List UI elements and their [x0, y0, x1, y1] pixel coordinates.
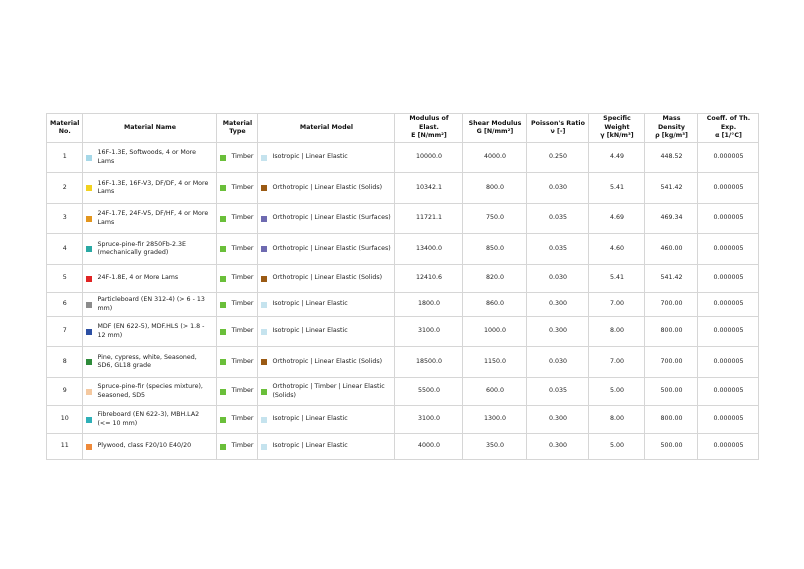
table-row[interactable] [47, 234, 759, 265]
cell-material-no: 10 [47, 406, 83, 434]
cell-specific-weight: 5.41 [589, 265, 645, 293]
cell-modulus: 5500.0 [395, 378, 463, 406]
type-color-swatch [220, 185, 226, 191]
header-shear-modulus [463, 114, 527, 143]
cell-material-type-content [220, 245, 254, 254]
cell-material-model-content [261, 358, 391, 367]
cell-poisson: 0.300 [527, 293, 589, 317]
table-row[interactable] [47, 406, 759, 434]
table-row[interactable] [47, 143, 759, 173]
cell-material-name-content [86, 411, 213, 428]
cell-thermal-expansion: 0.000005 [698, 406, 759, 434]
header-material-no-line1: Material [50, 119, 80, 127]
cell-material-model [258, 406, 395, 434]
type-color-swatch [220, 276, 226, 282]
cell-material-name-text: 16F-1.3E, Softwoods, 4 or More Lams [97, 149, 196, 165]
cell-material-name-content [86, 354, 213, 371]
cell-specific-weight: 4.60 [589, 234, 645, 265]
cell-shear-modulus: 860.0 [463, 293, 527, 317]
cell-specific-weight: 7.00 [589, 347, 645, 378]
cell-shear-modulus: 820.0 [463, 265, 527, 293]
header-weight-line2: γ [kN/m³] [600, 132, 634, 140]
header-material-type [217, 114, 258, 143]
cell-material-no: 8 [47, 347, 83, 378]
cell-thermal-expansion: 0.000005 [698, 265, 759, 293]
cell-material-type-content [220, 358, 254, 367]
cell-material-type-text: Timber [231, 442, 254, 450]
cell-material-name [83, 293, 217, 317]
cell-material-no: 5 [47, 265, 83, 293]
cell-specific-weight: 4.49 [589, 143, 645, 173]
cell-material-model [258, 378, 395, 406]
material-color-swatch [86, 155, 92, 161]
header-material-no [47, 114, 83, 143]
cell-material-type-content [220, 327, 254, 336]
type-color-swatch [220, 389, 226, 395]
table-row[interactable] [47, 434, 759, 460]
header-mass-density [645, 114, 698, 143]
model-color-swatch [261, 329, 267, 335]
type-color-swatch [220, 302, 226, 308]
cell-specific-weight: 4.69 [589, 204, 645, 234]
cell-material-model-content [261, 184, 391, 193]
cell-poisson: 0.035 [527, 234, 589, 265]
header-poisson-line2: ν [-] [550, 128, 566, 135]
cell-material-name [83, 317, 217, 347]
cell-material-name-content [86, 383, 213, 400]
cell-material-no: 2 [47, 173, 83, 204]
cell-material-type-content [220, 442, 254, 451]
cell-material-name-text: Particleboard (EN 312-4) (> 6 - 13 mm) [97, 296, 205, 312]
cell-thermal-expansion: 0.000005 [698, 347, 759, 378]
cell-shear-modulus: 800.0 [463, 173, 527, 204]
cell-mass-density: 460.00 [645, 234, 698, 265]
cell-material-model-text: Isotropic | Linear Elastic [272, 442, 348, 450]
cell-material-type-text: Timber [231, 183, 254, 191]
model-color-swatch [261, 216, 267, 222]
cell-poisson: 0.030 [527, 173, 589, 204]
cell-material-type [217, 265, 258, 293]
cell-specific-weight: 5.00 [589, 434, 645, 460]
cell-material-model-text: Orthotropic | Linear Elastic (Solids) [272, 183, 383, 191]
cell-material-model [258, 347, 395, 378]
material-color-swatch [86, 246, 92, 252]
cell-shear-modulus: 850.0 [463, 234, 527, 265]
cell-specific-weight: 7.00 [589, 293, 645, 317]
cell-mass-density: 700.00 [645, 293, 698, 317]
cell-specific-weight: 5.41 [589, 173, 645, 204]
cell-material-no: 9 [47, 378, 83, 406]
cell-mass-density: 800.00 [645, 317, 698, 347]
type-color-swatch [220, 246, 226, 252]
cell-material-name-text: 16F-1.3E, 16F-V3, DF/DF, 4 or More Lams [97, 179, 209, 195]
cell-material-name [83, 173, 217, 204]
cell-material-name-text: Spruce-pine-fir (species mixture), Seasoned, SD5 [97, 383, 203, 399]
header-modulus-elasticity [395, 114, 463, 143]
cell-mass-density: 500.00 [645, 378, 698, 406]
cell-material-type-text: Timber [231, 300, 254, 308]
material-color-swatch [86, 185, 92, 191]
type-color-swatch [220, 417, 226, 423]
cell-material-type-content [220, 300, 254, 309]
cell-material-model-text: Orthotropic | Timber | Linear Elastic (Solids) [272, 383, 385, 399]
cell-thermal-expansion: 0.000005 [698, 234, 759, 265]
cell-modulus: 1800.0 [395, 293, 463, 317]
cell-material-name-text: Fibreboard (EN 622-3), MBH.LA2 (<= 10 mm) [97, 411, 200, 427]
cell-material-name-text: 24F-1.8E, 4 or More Lams [97, 274, 179, 282]
cell-material-type [217, 347, 258, 378]
cell-material-type [217, 378, 258, 406]
cell-material-name-content [86, 323, 213, 340]
header-thermal-line2: α [1/°C] [715, 132, 742, 140]
cell-material-type [217, 204, 258, 234]
header-material-name: Material Name [83, 114, 217, 143]
cell-material-name-content [86, 210, 213, 227]
cell-material-type-text: Timber [231, 387, 254, 395]
cell-material-no: 1 [47, 143, 83, 173]
cell-mass-density: 700.00 [645, 347, 698, 378]
cell-shear-modulus: 1300.0 [463, 406, 527, 434]
cell-modulus: 18500.0 [395, 347, 463, 378]
cell-material-name-text: MDF (EN 622-5), MDF.HLS (> 1.8 - 12 mm) [97, 323, 205, 339]
materials-table [46, 113, 759, 460]
cell-material-type-content [220, 153, 254, 162]
header-thermal-line1: Coeff. of Th. Exp. [706, 115, 751, 131]
cell-thermal-expansion: 0.000005 [698, 317, 759, 347]
cell-shear-modulus: 1000.0 [463, 317, 527, 347]
cell-poisson: 0.035 [527, 204, 589, 234]
cell-material-type-text: Timber [231, 327, 254, 335]
cell-shear-modulus: 750.0 [463, 204, 527, 234]
header-specific-weight [589, 114, 645, 143]
cell-poisson: 0.035 [527, 378, 589, 406]
cell-thermal-expansion: 0.000005 [698, 204, 759, 234]
cell-poisson: 0.300 [527, 406, 589, 434]
cell-material-model-text: Isotropic | Linear Elastic [272, 300, 348, 308]
cell-material-model [258, 434, 395, 460]
cell-material-name-text: Plywood, class F20/10 E40/20 [97, 442, 192, 450]
model-color-swatch [261, 359, 267, 365]
model-color-swatch [261, 389, 267, 395]
cell-material-name-content [86, 149, 213, 166]
model-color-swatch [261, 155, 267, 161]
cell-material-model-text: Orthotropic | Linear Elastic (Solids) [272, 274, 383, 282]
table-row[interactable] [47, 317, 759, 347]
cell-material-model [258, 204, 395, 234]
material-color-swatch [86, 389, 92, 395]
cell-material-model-content [261, 153, 391, 162]
cell-modulus: 13400.0 [395, 234, 463, 265]
cell-thermal-expansion: 0.000005 [698, 173, 759, 204]
table-row[interactable] [47, 378, 759, 406]
cell-mass-density: 541.42 [645, 265, 698, 293]
material-color-swatch [86, 302, 92, 308]
cell-specific-weight: 8.00 [589, 317, 645, 347]
cell-material-type-text: Timber [231, 153, 254, 161]
cell-material-no: 7 [47, 317, 83, 347]
type-color-swatch [220, 444, 226, 450]
cell-material-name-text: Pine, cypress, white, Seasoned, SD6, GL18 grade [97, 353, 197, 369]
material-color-swatch [86, 276, 92, 282]
cell-material-type [217, 173, 258, 204]
table-row[interactable] [47, 173, 759, 204]
table-row[interactable] [47, 293, 759, 317]
cell-poisson: 0.250 [527, 143, 589, 173]
header-thermal-expansion [698, 114, 759, 143]
header-weight-line1: Specific Weight [603, 115, 631, 131]
cell-material-model [258, 143, 395, 173]
model-color-swatch [261, 417, 267, 423]
cell-mass-density: 800.00 [645, 406, 698, 434]
cell-material-model-text: Isotropic | Linear Elastic [272, 327, 348, 335]
cell-material-type [217, 293, 258, 317]
cell-material-name-content [86, 241, 213, 258]
cell-shear-modulus: 1150.0 [463, 347, 527, 378]
cell-material-model-content [261, 415, 391, 424]
cell-material-type-content [220, 184, 254, 193]
cell-material-model-text: Orthotropic | Linear Elastic (Solids) [272, 357, 383, 365]
model-color-swatch [261, 302, 267, 308]
cell-material-name-content [86, 274, 213, 283]
cell-material-name [83, 234, 217, 265]
cell-specific-weight: 5.00 [589, 378, 645, 406]
model-color-swatch [261, 246, 267, 252]
table-row[interactable] [47, 347, 759, 378]
cell-material-name-text: Spruce-pine-fir 2850Fb-2.3E (mechanically graded) [97, 240, 187, 256]
cell-modulus: 10000.0 [395, 143, 463, 173]
model-color-swatch [261, 185, 267, 191]
cell-material-name-content [86, 442, 213, 451]
cell-material-model [258, 234, 395, 265]
cell-material-name-content [86, 296, 213, 313]
header-shear-line2: G [N/mm²] [476, 128, 514, 135]
cell-material-type-text: Timber [231, 274, 254, 282]
cell-mass-density: 469.34 [645, 204, 698, 234]
cell-specific-weight: 8.00 [589, 406, 645, 434]
header-poisson-ratio [527, 114, 589, 143]
header-material-type-line1: Material [222, 119, 253, 127]
cell-material-model-text: Orthotropic | Linear Elastic (Surfaces) [272, 244, 391, 252]
cell-material-model-text: Orthotropic | Linear Elastic (Surfaces) [272, 214, 391, 222]
model-color-swatch [261, 444, 267, 450]
cell-shear-modulus: 350.0 [463, 434, 527, 460]
cell-modulus: 3100.0 [395, 406, 463, 434]
cell-poisson: 0.300 [527, 434, 589, 460]
cell-poisson: 0.030 [527, 265, 589, 293]
cell-thermal-expansion: 0.000005 [698, 293, 759, 317]
cell-material-model-content [261, 245, 391, 254]
cell-mass-density: 448.52 [645, 143, 698, 173]
cell-material-type-content [220, 387, 254, 396]
header-modulus-line1: Modulus of Elast. [409, 115, 449, 131]
cell-material-type-content [220, 214, 254, 223]
model-color-swatch [261, 276, 267, 282]
cell-thermal-expansion: 0.000005 [698, 143, 759, 173]
cell-material-model [258, 293, 395, 317]
cell-material-name [83, 265, 217, 293]
cell-material-no: 4 [47, 234, 83, 265]
material-color-swatch [86, 417, 92, 423]
cell-material-no: 11 [47, 434, 83, 460]
cell-material-model [258, 265, 395, 293]
cell-shear-modulus: 4000.0 [463, 143, 527, 173]
cell-material-model-content [261, 383, 391, 400]
table-row[interactable] [47, 204, 759, 234]
cell-material-type [217, 406, 258, 434]
cell-material-model-content [261, 214, 391, 223]
cell-material-name [83, 347, 217, 378]
header-density-line2: ρ [kg/m³] [655, 132, 688, 140]
header-material-model: Material Model [258, 114, 395, 143]
type-color-swatch [220, 359, 226, 365]
cell-material-name [83, 434, 217, 460]
header-row [47, 114, 759, 143]
header-poisson-line1: Poisson's Ratio [531, 119, 585, 127]
cell-material-type [217, 434, 258, 460]
cell-modulus: 3100.0 [395, 317, 463, 347]
material-color-swatch [86, 444, 92, 450]
header-material-no-line2: No. [58, 128, 71, 135]
cell-material-name [83, 406, 217, 434]
cell-material-type [217, 234, 258, 265]
header-material-type-line2: Type [229, 128, 246, 135]
cell-material-type [217, 143, 258, 173]
cell-modulus: 10342.1 [395, 173, 463, 204]
cell-material-model-content [261, 442, 391, 451]
cell-thermal-expansion: 0.000005 [698, 378, 759, 406]
cell-poisson: 0.030 [527, 347, 589, 378]
cell-material-type-text: Timber [231, 357, 254, 365]
cell-material-name [83, 378, 217, 406]
cell-material-type-text: Timber [231, 415, 254, 423]
cell-material-name [83, 143, 217, 173]
type-color-swatch [220, 329, 226, 335]
table-row[interactable] [47, 265, 759, 293]
cell-material-model [258, 317, 395, 347]
material-color-swatch [86, 329, 92, 335]
cell-material-no: 6 [47, 293, 83, 317]
cell-material-name [83, 204, 217, 234]
material-color-swatch [86, 216, 92, 222]
header-modulus-line2: E [N/mm²] [411, 132, 447, 140]
header-density-line1: Mass Density [657, 115, 685, 131]
cell-modulus: 11721.1 [395, 204, 463, 234]
cell-material-model-content [261, 327, 391, 336]
cell-material-type-text: Timber [231, 244, 254, 252]
cell-material-model-content [261, 274, 391, 283]
cell-modulus: 12410.6 [395, 265, 463, 293]
cell-modulus: 4000.0 [395, 434, 463, 460]
header-shear-line1: Shear Modulus [468, 119, 522, 127]
cell-material-type [217, 317, 258, 347]
cell-thermal-expansion: 0.000005 [698, 434, 759, 460]
cell-material-model-text: Isotropic | Linear Elastic [272, 415, 348, 423]
cell-material-type-content [220, 274, 254, 283]
cell-mass-density: 500.00 [645, 434, 698, 460]
cell-material-type-content [220, 415, 254, 424]
material-color-swatch [86, 359, 92, 365]
cell-shear-modulus: 600.0 [463, 378, 527, 406]
type-color-swatch [220, 155, 226, 161]
cell-material-model-text: Isotropic | Linear Elastic [272, 153, 348, 161]
cell-material-name-text: 24F-1.7E, 24F-V5, DF/HF, 4 or More Lams [97, 210, 209, 226]
type-color-swatch [220, 216, 226, 222]
cell-material-no: 3 [47, 204, 83, 234]
cell-material-model-content [261, 300, 391, 309]
cell-material-type-text: Timber [231, 214, 254, 222]
cell-material-model [258, 173, 395, 204]
cell-poisson: 0.300 [527, 317, 589, 347]
cell-material-name-content [86, 180, 213, 197]
cell-mass-density: 541.42 [645, 173, 698, 204]
